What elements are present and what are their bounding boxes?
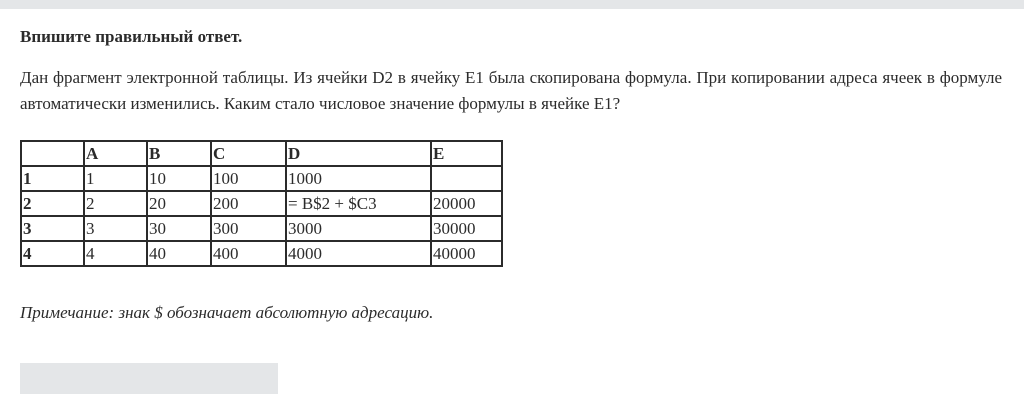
table-header-row — [21, 141, 502, 166]
row-header: 4 — [21, 241, 84, 266]
column-header-e: E — [431, 141, 502, 166]
answer-input[interactable] — [20, 363, 278, 394]
task-question: Дан фрагмент электронной таблицы. Из ячейки D2 в ячейку E1 была скопирована формула. При копировании адреса ячеек в формуле автоматически изменились. Каким стало числовое значение формулы в ячейке E1? — [20, 68, 1002, 113]
table-row — [21, 191, 502, 216]
table-cell: 40000 — [431, 241, 502, 266]
row-header: 3 — [21, 216, 84, 241]
table-cell: 200 — [211, 191, 286, 216]
column-header-d: D — [286, 141, 431, 166]
column-header-a: A — [84, 141, 147, 166]
table-cell: 400 — [211, 241, 286, 266]
column-header-b: B — [147, 141, 211, 166]
table-cell: 1000 — [286, 166, 431, 191]
table-row — [21, 166, 502, 191]
table-cell: = B$2 + $C3 — [286, 191, 431, 216]
corner-cell — [21, 141, 84, 166]
table-row — [21, 216, 502, 241]
table-cell: 300 — [211, 216, 286, 241]
column-header-c: C — [211, 141, 286, 166]
table-cell: 4000 — [286, 241, 431, 266]
table-cell: 100 — [211, 166, 286, 191]
table-cell: 1 — [84, 166, 147, 191]
table-cell: 3 — [84, 216, 147, 241]
table-cell: 4 — [84, 241, 147, 266]
table-cell: 30 — [147, 216, 211, 241]
task-heading: Впишите правильный ответ. — [20, 27, 243, 46]
note-text: Примечание: знак $ обозначает абсолютную адресацию. — [20, 303, 434, 322]
table-cell: 10 — [147, 166, 211, 191]
table-cell — [431, 166, 502, 191]
table-cell: 40 — [147, 241, 211, 266]
table-cell: 2 — [84, 191, 147, 216]
table-cell: 3000 — [286, 216, 431, 241]
top-bar — [0, 0, 1024, 9]
row-header: 1 — [21, 166, 84, 191]
spreadsheet-table — [20, 140, 503, 267]
table-cell: 20 — [147, 191, 211, 216]
table-cell: 30000 — [431, 216, 502, 241]
table-row — [21, 241, 502, 266]
row-header: 2 — [21, 191, 84, 216]
table-cell: 20000 — [431, 191, 502, 216]
